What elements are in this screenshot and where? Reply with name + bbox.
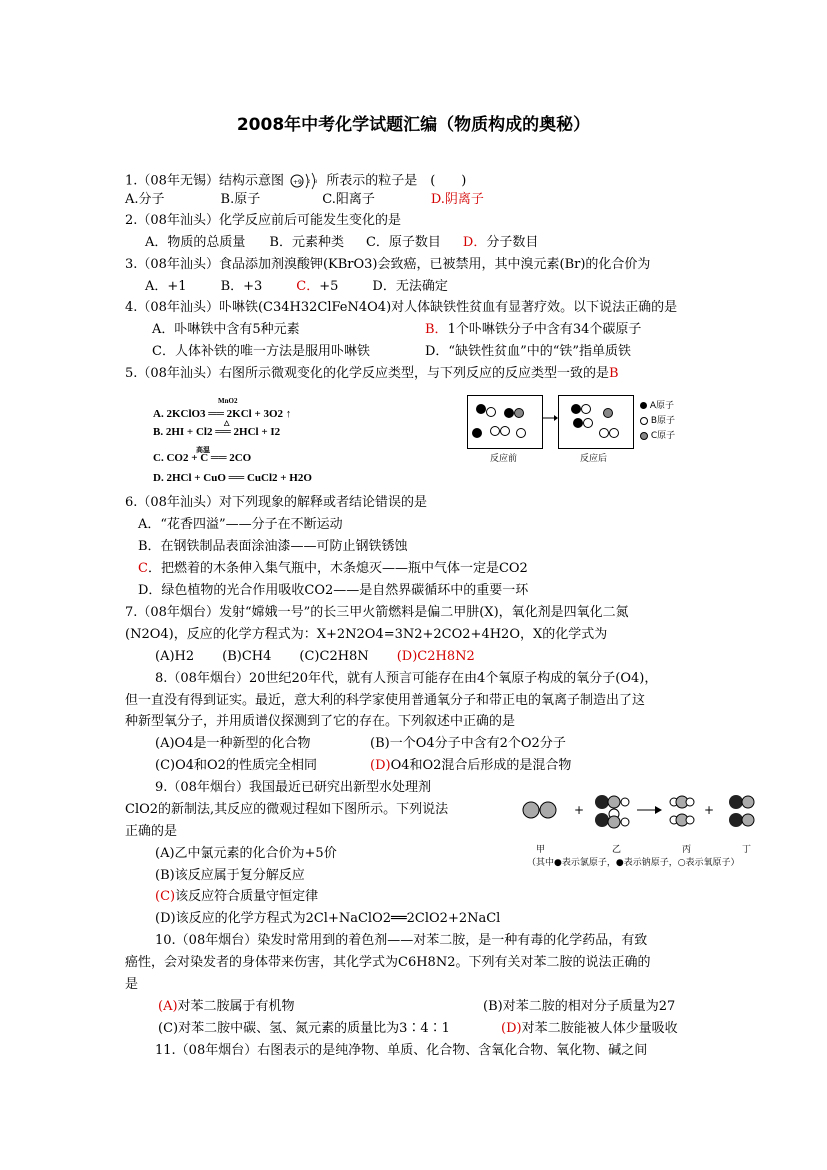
q5-eq-a: A. 2KClO3 ══ 2KCl + 3O2 ↑ [153,408,292,420]
reaction-before-box [467,395,543,449]
before-caption: 反应前 [490,454,518,464]
q8-line1: 8.（08年烟台）20世纪20年代，就有人预言可能存在由4个氧原子构成的氧分子(O4)， [155,671,658,686]
q4-option-b: B．1个卟啉铁分子中含有34个碳原子 [425,322,642,337]
b-atom [516,428,526,438]
q9-option-c: (C)该反应符合质量守恒定律 [155,889,319,904]
svg-text:8: 8 [314,179,318,185]
b-atom [486,407,496,417]
label-yi: 乙 [612,845,622,855]
b-atom [581,404,591,414]
q6-option-b: B．在钢铁制品表面涂油漆——可防止钢铁锈蚀 [138,539,408,554]
page-title: 2008年中考化学试题汇编（物质构成的奥秘） [236,115,591,135]
q10-option-d: (D)对苯二胺能被人体少量吸收 [501,1021,678,1036]
q1-stem: 1.（08年无锡）结构示意图 +9 2 8 所表示的粒子是 ( ) [125,171,466,191]
b-atom [599,428,609,438]
q6-option-d: D．绿色植物的光合作用吸收CO2——是自然界碳循环中的重要一环 [138,583,529,598]
c-atom [603,408,613,418]
q4-stem: 4.（08年汕头）卟啉铁(C34H32ClFeN4O4)对人体缺铁性贫血有显著疗效。以下说法正确的是 [125,300,678,315]
q5-cond-a-top: MnO2 [218,397,238,405]
q6-option-a: A．“花香四溢”——分子在不断运动 [138,517,343,532]
q4-option-d: D．“缺铁性贫血”中的“铁”指单质铁 [425,344,632,359]
q7-line2: (N2O4)，反应的化学方程式为：X+2N2O4=3N2+2CO2+4H2O，X的化学式为 [125,627,608,642]
q4-option-a: A．卟啉铁中含有5种元素 [152,322,300,337]
q5-eq-b: B. 2HI + Cl2 ══ 2HCl + I2 [153,426,281,438]
q7-line1: 7.（08年烟台）发射“嫦娥一号”的长三甲火箭燃料是偏二甲肼(X)，氧化剂是四氧化二氮 [125,605,629,620]
arrow-right-icon [542,413,558,423]
a-atom [573,418,583,428]
q4-option-c: C．人体补铁的唯一方法是服用卟啉铁 [152,344,370,359]
label-jia: 甲 [536,845,546,855]
label-bing: 丙 [682,845,692,855]
q2-stem: 2.（08年汕头）化学反应前后可能发生变化的是 [125,213,401,228]
b-atom [490,426,500,436]
after-caption: 反应后 [580,454,608,464]
q10-option-c: (C)对苯二胺中碳、氢、氮元素的质量比为3∶4∶1 [158,1021,450,1036]
q6-option-c: C．把燃着的木条伸入集气瓶中，木条熄灭——瓶中气体一定是CO2 [138,561,528,576]
q5-stem: 5.（08年汕头）右图所示微观变化的化学反应类型，与下列反应的反应类型一致的是B [125,366,619,381]
c-atom [514,408,524,418]
atom-structure-icon [288,171,322,191]
a-atom [476,404,486,414]
a-atom [504,408,514,418]
q9-line2: ClO2的新制法,其反应的微观过程如下图所示。下列说法 [125,802,449,817]
svg-text:2: 2 [307,179,311,185]
q8-line2: 但一直没有得到证实。最近，意大利的科学家使用普通氧分子和带正电的氧离子制造出了这 [125,693,646,708]
q10-option-b: (B)对苯二胺的相对分子质量为27 [483,999,676,1014]
q8-option-b: (B)一个O4分子中含有2个O2分子 [370,736,566,751]
svg-text:+: + [704,803,715,817]
reaction-after-box [558,395,634,449]
q2-options: A．物质的总质量 B．元素种类 C．原子数目 D．分子数目 [145,235,539,250]
svg-text:+9: +9 [293,179,302,186]
q5-eq-d: D. 2HCl + CuO ══ CuCl2 + H2O [153,472,312,484]
q9-line1: 9.（08年烟台）我国最近已研究出新型水处理剂 [155,780,431,795]
q9-option-a: (A)乙中氯元素的化合价为+5价 [155,846,337,861]
q10-line2: 癌性，会对染发者的身体带来伤害，其化学式为C6H8N2。下列有关对苯二胺的说法正确的 [125,955,651,970]
q5-eq-c: C. CO2 + C ══ 2CO [153,452,252,464]
q9-molecule-diagram [522,790,772,840]
q9-line3: 正确的是 [125,824,178,839]
q11-line1: 11.（08年烟台）右图表示的是纯净物、单质、化合物、含氧化合物、氧化物、碱之间 [155,1043,648,1058]
q8-option-c: (C)O4和O2的性质完全相同 [155,758,317,773]
a-atom [472,428,482,438]
q10-line3: 是 [125,977,139,992]
q5-cond-a-bot: △ [224,419,230,427]
label-ding: 丁 [742,845,752,855]
q3-options: A．+1 B．+3 C．+5 D．无法确定 [145,279,448,294]
q6-stem: 6.（08年汕头）对下列现象的解释或者结论错误的是 [125,495,427,510]
legend-c: C原子 [640,428,675,441]
q10-line1: 10.（08年烟台）染发时常用到的着色剂——对苯二胺，是一种有毒的化学药品，有致 [155,933,648,948]
svg-text:+: + [574,803,585,817]
b-atom [609,428,619,438]
a-atom [571,404,581,414]
q7-options: (A)H2 (B)CH4 (C)C2H8N (D)C2H8N2 [155,649,475,664]
legend-a: A原子 [640,398,674,411]
b-atom [583,418,593,428]
legend-b: B原子 [640,413,675,426]
q9-legend: （其中●表示氯原子，●表示钠原子，○表示氧原子） [527,858,740,868]
q9-option-b: (B)该反应属于复分解反应 [155,868,305,883]
q8-option-d: (D)O4和O2混合后形成的是混合物 [370,758,572,773]
q1-options: A.分子 B.原子 C.阳离子 D.阴离子 [125,192,484,207]
q5-cond-c-top: 高温 [196,446,210,454]
q10-option-a: (A)对苯二胺属于有机物 [158,999,295,1014]
q3-stem: 3.（08年汕头）食品添加剂溴酸钾(KBrO3)会致癌，已被禁用，其中溴元素(Br)的化合价为 [125,257,651,272]
b-atom [500,426,510,436]
q9-option-d: (D)该反应的化学方程式为2Cl+NaClO2══2ClO2+2NaCl [155,911,501,926]
q8-option-a: (A)O4是一种新型的化合物 [155,736,311,751]
q8-line3: 种新型氧分子，并用质谱仪探测到了它的存在。下列叙述中正确的是 [125,714,516,729]
